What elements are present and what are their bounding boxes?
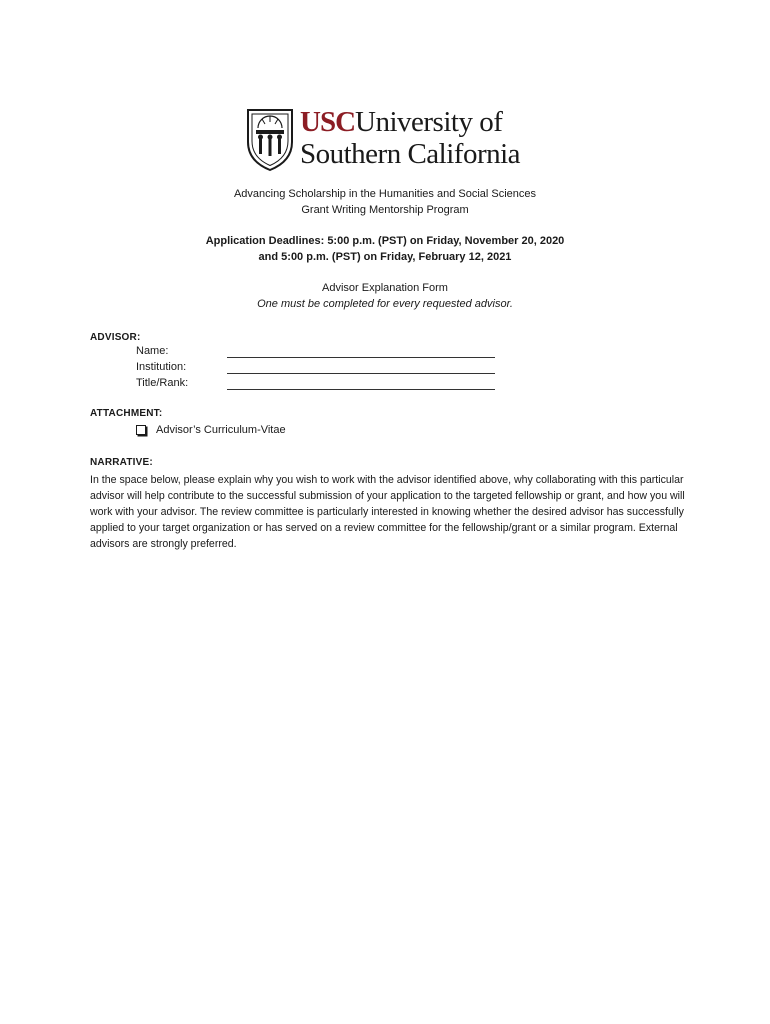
title-rank-label: Title/Rank:: [136, 377, 189, 389]
narrative-section-label: NARRATIVE:: [90, 457, 153, 468]
name-field[interactable]: [227, 345, 495, 358]
usc-wordmark: [300, 106, 520, 170]
logo-usc: USC: [300, 106, 356, 138]
logo-line2: Southern California: [300, 138, 521, 170]
usc-seal-shield-icon: [244, 106, 296, 172]
logo-university: University of: [355, 106, 503, 138]
form-note: One must be completed for every requested advisor.: [257, 298, 513, 310]
checkbox-icon[interactable]: [136, 425, 146, 435]
advisor-section-label: ADVISOR:: [90, 332, 141, 343]
institution-label: Institution:: [136, 361, 187, 373]
title-rank-field[interactable]: [227, 377, 495, 390]
institution-field[interactable]: [227, 361, 495, 374]
program-name: Grant Writing Mentorship Program: [301, 204, 469, 216]
name-label: Name:: [136, 345, 169, 357]
attachment-item-label: Advisor’s Curriculum-Vitae: [156, 424, 286, 436]
program-subtitle: Advancing Scholarship in the Humanities and Social Sciences: [233, 188, 537, 200]
form-title: Advisor Explanation Form: [322, 282, 448, 294]
attachment-item[interactable]: [136, 424, 286, 436]
attachment-section-label: ATTACHMENT:: [90, 408, 163, 419]
deadline-line-2: and 5:00 p.m. (PST) on Friday, February 12, 2021: [258, 251, 512, 263]
usc-logo: [244, 106, 534, 172]
deadline-line-1: Application Deadlines: 5:00 p.m. (PST) on Friday, November 20, 2020: [205, 235, 565, 247]
narrative-text: In the space below, please explain why you wish to work with the advisor identified above, why collaborating with this particular advisor will help contribute to the successful submission of your application to the targeted fellowship or grant, and how you will work with your advisor. The review committee is particularly interested in knowing whether the desired advisor has successfully applied to your target organization or has served on a review committee for the fellowship/grant or a similar program. External advisors are strongly preferred.: [90, 474, 685, 551]
